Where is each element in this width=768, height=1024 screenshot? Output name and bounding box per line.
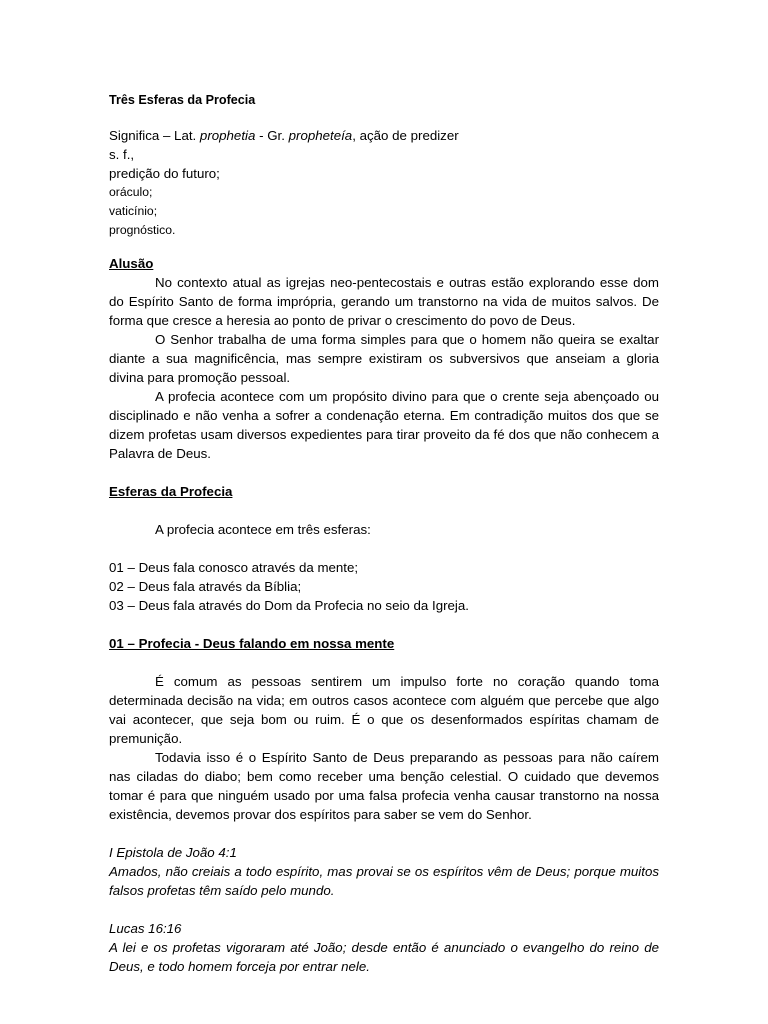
document-body (109, 92, 659, 976)
definition-sense: oráculo; (109, 185, 153, 199)
paragraph: Todavia isso é o Espírito Santo de Deus preparando as pessoas para não caírem nas ciladas do diabo; bem como receber uma benção celestial. O cuidado que devemos tomar é para que ninguém usado por uma falsa profecia venha causar transtorno na nossa existência, devemos provar dos espíritos para saber se vem do Senhor. (109, 750, 659, 822)
paragraph: É comum as pessoas sentirem um impulso forte no coração quando toma determinada decisão na vida; em outros casos acontece com alguém que percebe que algo vai acontecer, que seja bom ou ruim. É o que os desenformados espíritas chamam de premunição. (109, 674, 659, 746)
paragraph: O Senhor trabalha de uma forma simples para que o homem não queira se exaltar diante a sua magnificência, mas sempre existiram os subversivos que anseiam a gloria divina para promoção pessoal. (109, 332, 659, 385)
definition-middle: - Gr. (255, 128, 289, 143)
paragraph: A profecia acontece com um propósito divino para que o crente seja abençoado ou disciplinado e não venha a sofrer a condenação eterna. Em contradição muitos dos que se dizem profetas usam diversos expedientes para tirar proveito da fé dos que não conhecem a Palavra de Deus. (109, 389, 659, 461)
definition-line (109, 126, 659, 145)
esferas-intro: A profecia acontece em três esferas: (155, 522, 371, 537)
definition-sense: prognóstico. (109, 223, 176, 237)
definition-sense: vaticínio; (109, 204, 158, 218)
quote-reference: I Epistola de João 4:1 (109, 845, 237, 860)
esferas-list-item: 01 – Deus fala conosco através da mente; (109, 560, 359, 575)
document-title: Três Esferas da Profecia (109, 93, 256, 107)
section-heading-01: 01 – Profecia - Deus falando em nossa mente (109, 636, 395, 651)
section-heading-alusao: Alusão (109, 256, 154, 271)
quote-text: A lei e os profetas vigoraram até João; desde então é anunciado o evangelho do reino de Deus, e todo homem forceja por entrar nele. (109, 940, 659, 974)
esferas-list-item: 02 – Deus fala através da Bíblia; (109, 579, 302, 594)
definition-sense: s. f., (109, 147, 135, 162)
quote-text: Amados, não creiais a todo espírito, mas provai se os espíritos vêm de Deus; porque muitos falsos profetas têm saído pelo mundo. (109, 864, 659, 898)
section-heading-esferas: Esferas da Profecia (109, 484, 233, 499)
definition-latin: prophetia (199, 128, 256, 143)
paragraph: No contexto atual as igrejas neo-pentecostais e outras estão explorando esse dom do Espírito Santo de forma imprópria, gerando um transtorno na vida de muitos salvos. De forma que cresce a heresia ao ponto de privar o crescimento do povo de Deus. (109, 275, 659, 328)
esferas-list-item: 03 – Deus fala através do Dom da Profecia no seio da Igreja. (109, 598, 469, 613)
definition-suffix: , ação de predizer (352, 128, 459, 143)
definition-prefix: Significa – Lat. (109, 128, 200, 143)
quote-reference: Lucas 16:16 (109, 921, 182, 936)
definition-sense: predição do futuro; (109, 166, 220, 181)
definition-greek: propheteía (288, 128, 353, 143)
